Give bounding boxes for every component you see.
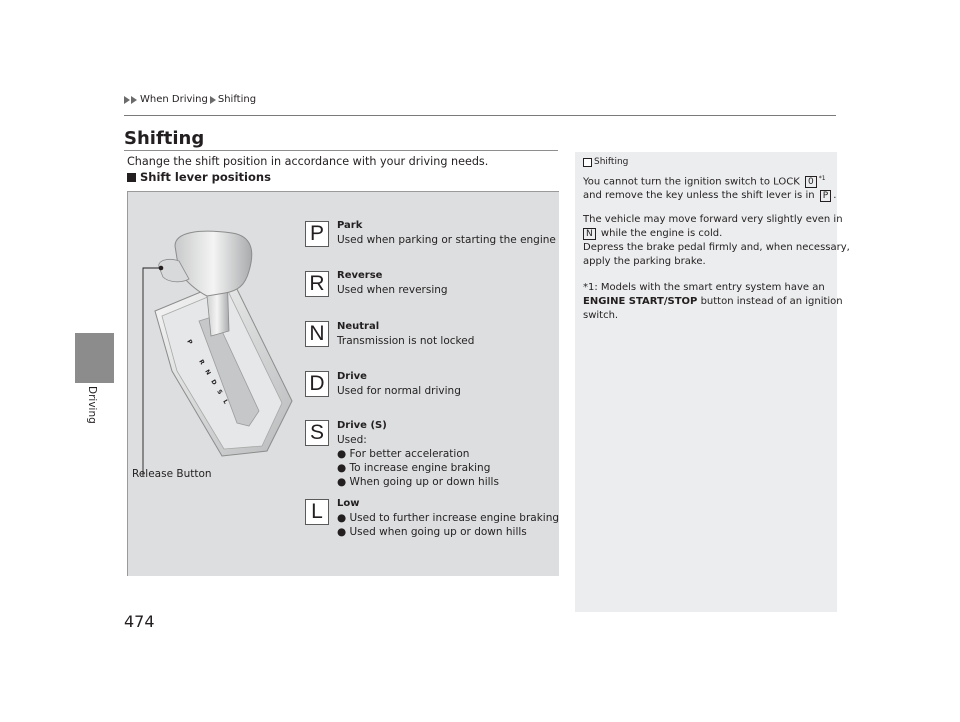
position-low-bullet: ● Used to further increase engine braking [337, 512, 560, 524]
position-drive-name: Drive [337, 371, 367, 382]
position-drive [337, 369, 461, 398]
chapter-label-text: Driving [86, 386, 98, 424]
position-neutral-name: Neutral [337, 321, 380, 332]
position-low-bullet: ● Used when going up or down hills [337, 526, 527, 538]
chapter-label [86, 386, 100, 446]
note-heading-text: Shifting [594, 157, 629, 167]
note-text: and remove the key unless the shift lever is in [583, 190, 815, 202]
position-drive-s-bullet: ● To increase engine braking [337, 462, 491, 474]
gate-letter-l: L [221, 398, 230, 406]
position-neutral [337, 319, 474, 348]
position-drive-s-bullet: ● When going up or down hills [337, 476, 499, 488]
position-drive-s-bullet: ● For better acceleration [337, 448, 470, 460]
position-p-icon: P [305, 221, 329, 247]
breadcrumb-level1: When Driving [140, 94, 208, 105]
gate-letter-s: S [215, 388, 224, 396]
title-rule [124, 150, 558, 151]
key-p-icon: P [820, 190, 831, 202]
position-s-icon: S [305, 420, 329, 446]
position-l-icon: L [305, 499, 329, 525]
note-text: button instead of an ignition [700, 296, 843, 307]
footnote-mark: *1 [818, 175, 826, 182]
position-r-icon: R [305, 271, 329, 297]
position-reverse-desc: Used when reversing [337, 284, 448, 296]
gate-letter-r: R [197, 358, 206, 367]
position-drive-s [337, 418, 499, 489]
note-bold-text: ENGINE START/STOP [583, 296, 698, 307]
gate-letter-d: D [209, 378, 218, 387]
note-text: while the engine is cold. [600, 228, 723, 239]
position-d-icon: D [305, 371, 329, 397]
gate-letter-p: P [185, 338, 194, 346]
intro-text: Change the shift position in accordance with your driving needs. [127, 155, 489, 168]
square-bullet-icon [127, 173, 136, 182]
subheading-text: Shift lever positions [140, 170, 271, 184]
chapter-tab [75, 333, 114, 383]
release-button-label: Release Button [132, 468, 212, 480]
position-drive-desc: Used for normal driving [337, 385, 461, 397]
note-heading [583, 157, 628, 167]
subheading [127, 170, 271, 184]
note-paragraph-2 [583, 213, 850, 269]
note-text: Depress the brake pedal firmly and, when necessary, [583, 242, 850, 253]
note-icon [583, 158, 592, 167]
position-low [337, 496, 559, 539]
key-n-icon: N [583, 228, 596, 240]
position-low-name: Low [337, 498, 360, 509]
page-number: 474 [124, 612, 155, 631]
position-reverse [337, 268, 448, 297]
note-text: switch. [583, 310, 619, 321]
position-drive-s-line: Used: [337, 434, 367, 446]
position-park-name: Park [337, 220, 363, 231]
note-text: apply the parking brake. [583, 256, 706, 267]
page-title: Shifting [124, 128, 205, 149]
note-text: You cannot turn the ignition switch to LOCK [583, 176, 800, 188]
position-drive-s-name: Drive (S) [337, 420, 387, 431]
position-park-desc: Used when parking or starting the engine [337, 234, 556, 246]
breadcrumb [124, 94, 256, 105]
gate-letter-n: N [203, 368, 212, 377]
position-neutral-desc: Transmission is not locked [337, 335, 475, 347]
arrow-icon [210, 96, 216, 104]
note-paragraph-3 [583, 281, 843, 323]
key-0-icon: 0 [805, 176, 817, 188]
note-text: The vehicle may move forward very slightly even in [583, 214, 843, 225]
note-text: *1: Models with the smart entry system have an [583, 282, 825, 293]
position-reverse-name: Reverse [337, 270, 383, 281]
arrow-icon [124, 96, 130, 104]
arrow-icon [131, 96, 137, 104]
breadcrumb-level2: Shifting [217, 94, 257, 105]
position-park [337, 218, 556, 247]
note-paragraph-1: You cannot turn the ignition switch to LOCK 0 $^{*1}$ and remove the key unless the shift lever is in P . [583, 175, 837, 202]
position-n-icon: N [305, 321, 329, 347]
header-rule [124, 115, 836, 116]
